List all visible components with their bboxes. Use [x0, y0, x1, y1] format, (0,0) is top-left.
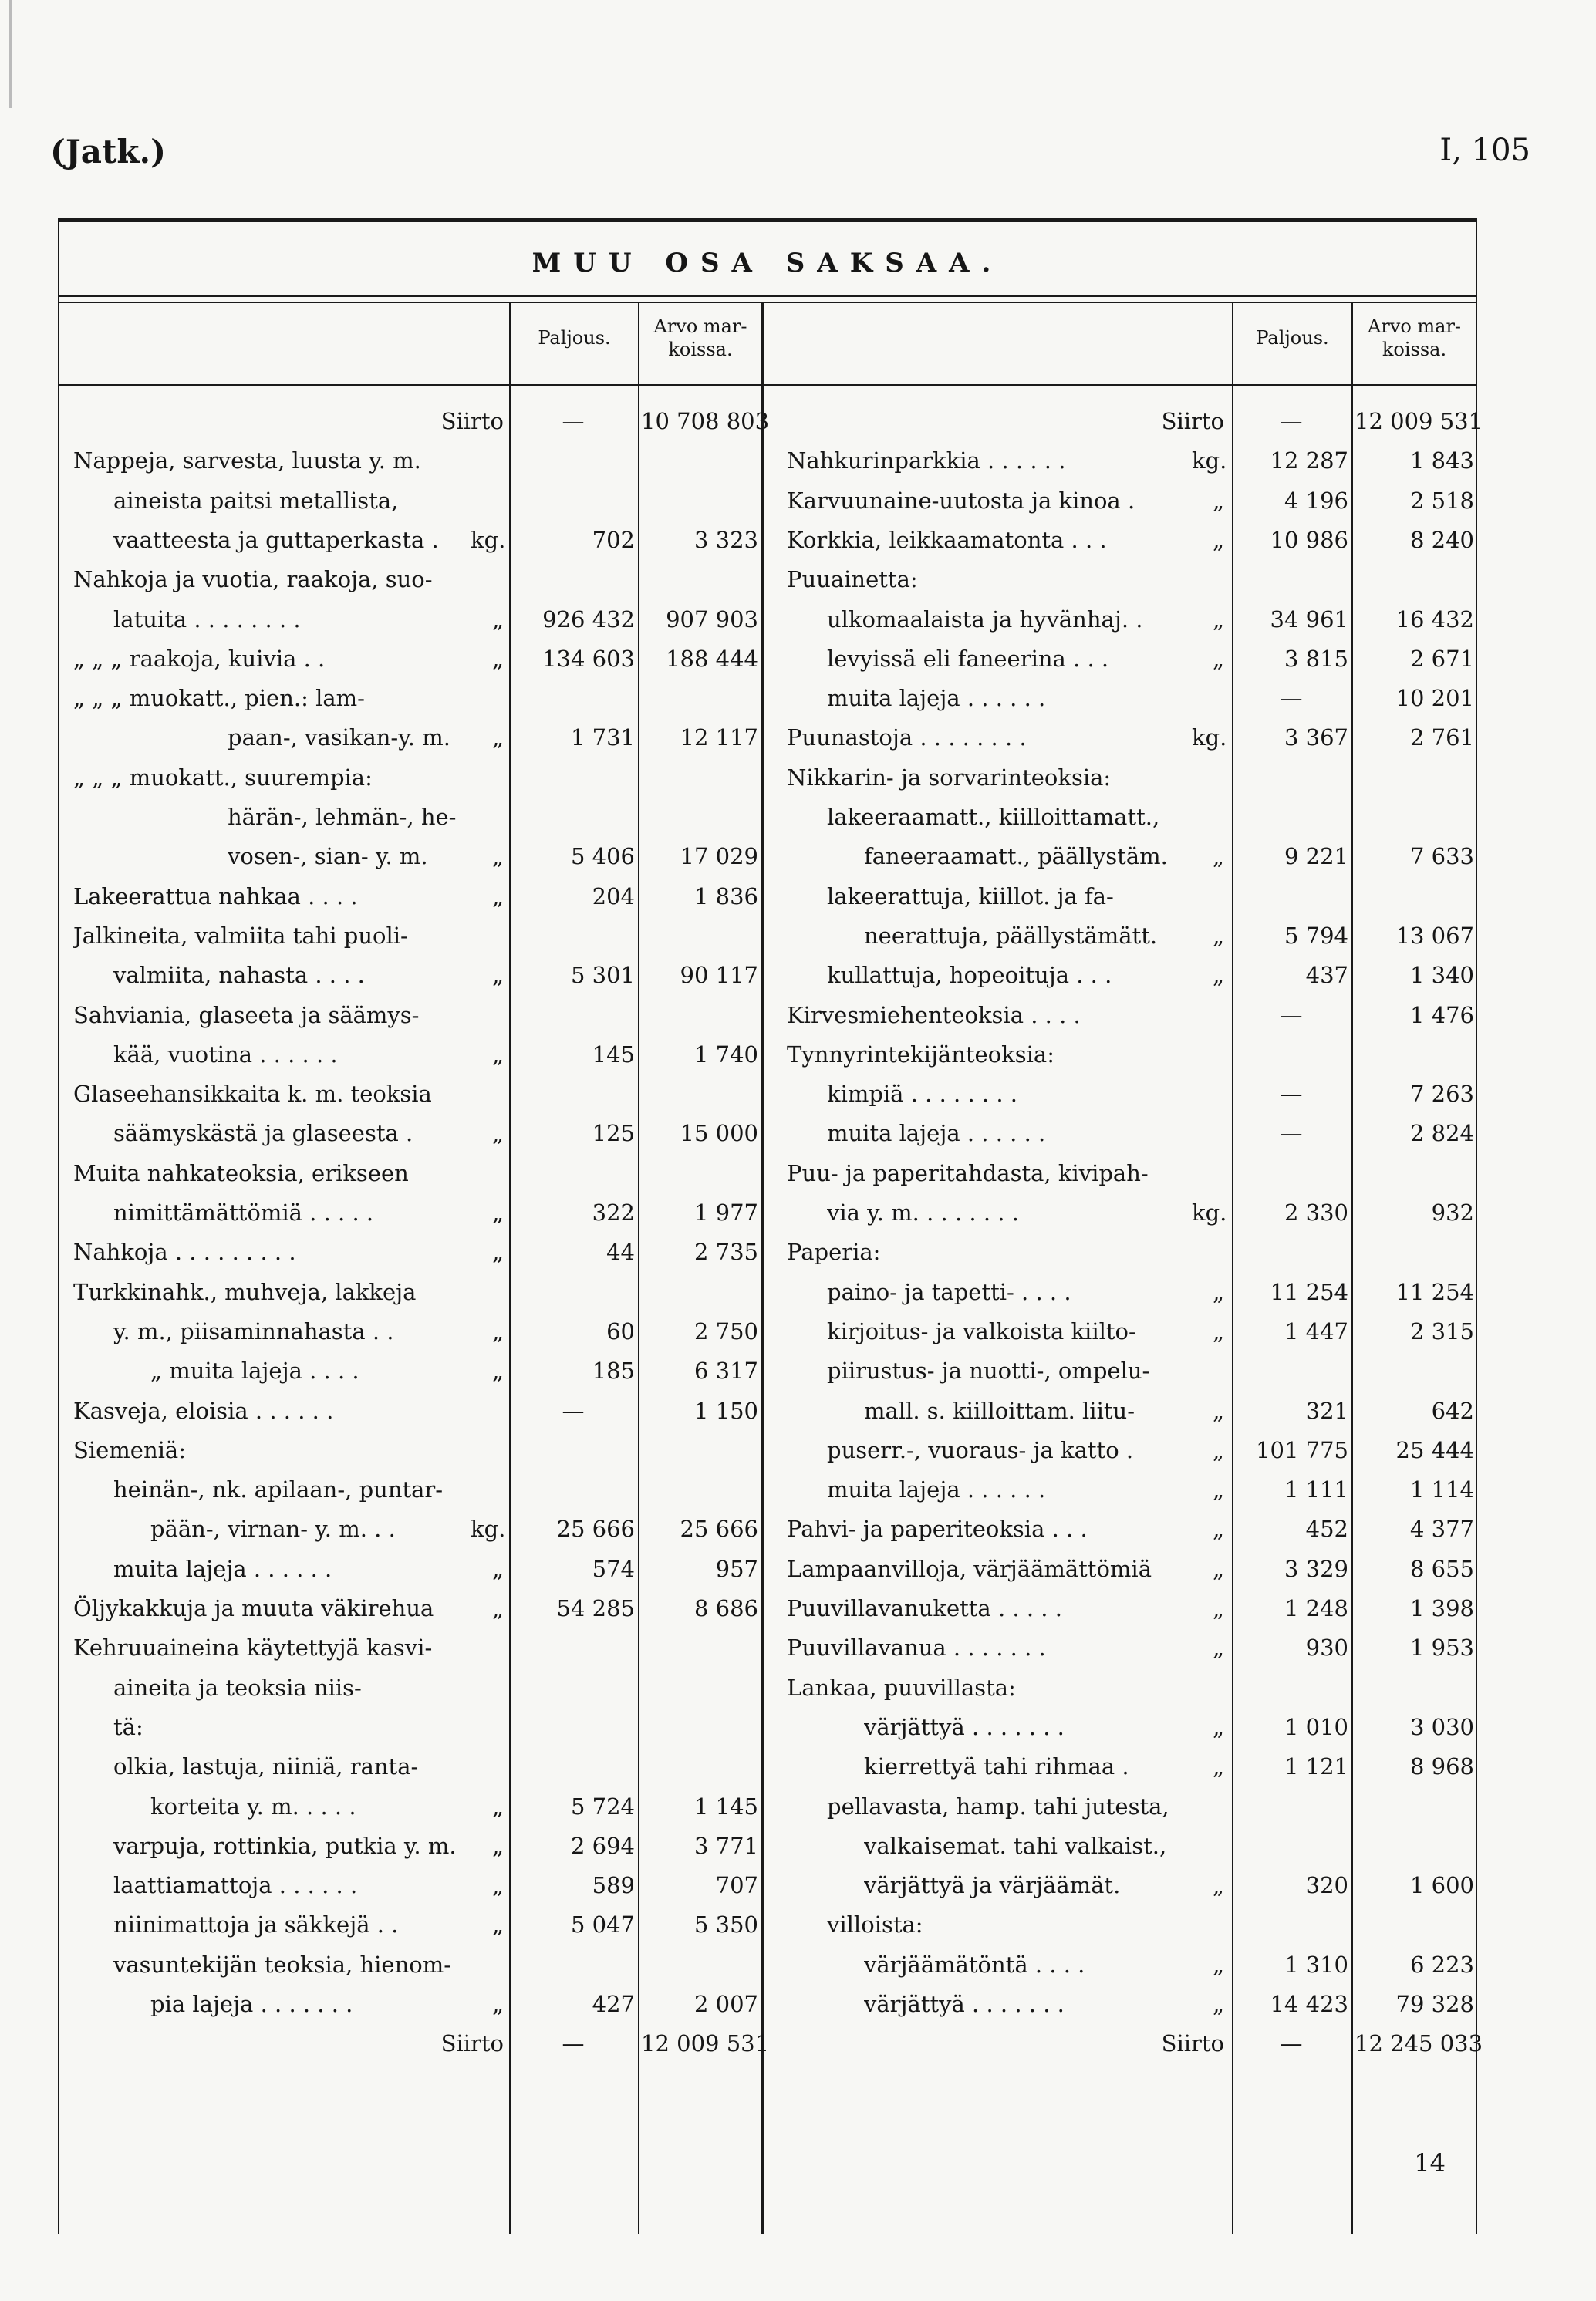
row-label: nimittämättömiä . . . . .: [113, 1199, 374, 1226]
scan-edge-mark: [9, 0, 12, 108]
row-label: latuita . . . . . . . .: [113, 606, 301, 633]
row-label: pellavasta, hamp. tahi jutesta,: [827, 1793, 1169, 1820]
arvo-cell: 7 263: [1409, 1081, 1474, 1108]
arvo-cell: 15 000: [680, 1120, 758, 1147]
row-label: ulkomaalaista ja hyvänhaj. .: [827, 606, 1143, 633]
table-row: [58, 718, 1477, 757]
row-label: lakeerattuja, kiillot. ja fa-: [827, 882, 1114, 909]
table-row: [58, 798, 1477, 836]
arvo-cell: 2 671: [1409, 645, 1474, 672]
row-label: „ muita lajeja . . . .: [150, 1358, 359, 1385]
paljous-cell: 452: [1305, 1516, 1348, 1543]
table-row: [58, 639, 1477, 678]
table-row: [58, 1193, 1477, 1232]
statistics-table: [58, 218, 1483, 2234]
row-label: värjäämätöntä . . . .: [864, 1951, 1085, 1978]
row-label: Tynnyrintekijänteoksia:: [787, 1041, 1054, 1068]
table-row: [58, 1708, 1477, 1746]
row-unit: „: [1212, 1278, 1224, 1305]
row-unit: „: [491, 724, 504, 751]
paljous-cell: 1 447: [1284, 1318, 1348, 1344]
row-unit: „: [491, 1911, 504, 1938]
row-label: Muita nahkateoksia, erikseen: [73, 1159, 409, 1186]
row-label: vaatteesta ja guttaperkasta .: [113, 526, 439, 553]
paljous-cell: 5 406: [570, 843, 635, 870]
row-label: Kehruuaineina käytettyjä kasvi-: [73, 1635, 433, 1662]
arvo-cell: 12 009 531: [1355, 408, 1483, 434]
paljous-cell: 2 330: [1284, 1199, 1348, 1226]
row-label: faneeraamatt., päällystäm.: [864, 843, 1168, 870]
row-unit: „: [1212, 962, 1224, 989]
arvo-cell: 1 114: [1409, 1476, 1474, 1503]
page-number: 14: [1414, 2148, 1446, 2178]
table-row: [58, 1747, 1477, 1786]
row-unit: „: [1212, 526, 1224, 553]
row-label: Korkkia, leikkaamatonta . . .: [787, 526, 1107, 553]
row-unit: kg.: [1192, 447, 1227, 474]
row-label: Nappeja, sarvesta, luusta y. m.: [73, 447, 421, 474]
header-page-ref: I, 105: [1439, 133, 1530, 168]
row-label: säämyskästä ja glaseesta .: [113, 1120, 413, 1147]
paljous-cell: 589: [592, 1872, 635, 1899]
row-unit: kg.: [471, 1516, 506, 1543]
arvo-cell: 13 067: [1395, 922, 1474, 949]
row-unit: „: [491, 1595, 504, 1621]
row-unit: „: [491, 1832, 504, 1859]
row-label: y. m., piisaminnahasta . .: [113, 1318, 394, 1344]
row-label: heinän-, nk. apilaan-, puntar-: [113, 1476, 444, 1503]
row-unit: „: [1212, 1991, 1224, 2017]
row-label: muita lajeja . . . . . .: [827, 1476, 1046, 1503]
table-row: [58, 1431, 1477, 1469]
paljous-cell: 5 301: [570, 962, 635, 989]
paljous-cell: 321: [1305, 1397, 1348, 1424]
row-label: kimpiä . . . . . . . .: [827, 1081, 1017, 1108]
row-label: kierrettyä tahi rihmaa .: [864, 1753, 1129, 1780]
paljous-cell: —: [562, 1397, 585, 1424]
table-row: [58, 441, 1477, 480]
arvo-cell: 1 145: [693, 1793, 758, 1820]
table-row: [58, 1075, 1477, 1113]
arvo-cell: 1 836: [693, 882, 758, 909]
row-unit: „: [491, 1239, 504, 1266]
table-row: [58, 1510, 1477, 1548]
row-label: aineista paitsi metallista,: [113, 487, 399, 514]
arvo-cell: 2 824: [1409, 1120, 1474, 1147]
row-label: levyissä eli faneerina . . .: [827, 645, 1109, 672]
table-row: [58, 1312, 1477, 1351]
row-label: tä:: [113, 1713, 143, 1740]
table-row: [58, 956, 1477, 994]
row-label: mall. s. kiilloittam. liitu-: [864, 1397, 1135, 1424]
paljous-cell: 574: [592, 1555, 635, 1582]
row-unit: „: [491, 645, 504, 672]
row-label: kullattuja, hopeoituja . . .: [827, 962, 1112, 989]
table-row: [58, 560, 1477, 599]
paljous-cell: 3 329: [1284, 1555, 1348, 1582]
row-label: värjättyä . . . . . . .: [864, 1713, 1065, 1740]
arvo-cell: 7 633: [1409, 843, 1474, 870]
table-row: [58, 1827, 1477, 1865]
row-unit: „: [491, 882, 504, 909]
table-row: [58, 1787, 1477, 1826]
paljous-cell: —: [1280, 685, 1303, 712]
row-label: korteita y. m. . . . .: [150, 1793, 356, 1820]
row-label: muita lajeja . . . . . .: [113, 1555, 332, 1582]
table-row: [58, 1470, 1477, 1509]
paljous-cell: 9 221: [1284, 843, 1348, 870]
paljous-cell: 1 121: [1284, 1753, 1348, 1780]
arvo-cell: 6 223: [1409, 1951, 1474, 1978]
paljous-cell: 60: [606, 1318, 635, 1344]
paljous-cell: —: [1280, 1120, 1303, 1147]
arvo-cell: 25 444: [1395, 1436, 1474, 1463]
arvo-cell: 25 666: [680, 1516, 758, 1543]
row-unit: „: [491, 1199, 504, 1226]
row-label: paino- ja tapetti- . . . .: [827, 1278, 1071, 1305]
row-label: olkia, lastuja, niiniä, ranta-: [113, 1753, 419, 1780]
row-label: värjättyä . . . . . . .: [864, 1991, 1065, 2017]
row-label: „ „ „ muokatt., suurempia:: [73, 764, 373, 791]
paljous-cell: —: [562, 408, 585, 434]
row-label: niinimattoja ja säkkejä . .: [113, 1911, 399, 1938]
paljous-cell: 5 724: [570, 1793, 635, 1820]
arvo-cell: 1 740: [693, 1041, 758, 1068]
row-label: aineita ja teoksia niis-: [113, 1674, 362, 1701]
row-unit: „: [1212, 487, 1224, 514]
arvo-cell: 4 377: [1409, 1516, 1474, 1543]
table-row: [58, 1035, 1477, 1074]
left-paljous-header: Paljous.: [538, 327, 611, 349]
row-label: Karvuunaine-uutosta ja kinoa .: [787, 487, 1135, 514]
row-label: Nahkurinparkkia . . . . . .: [787, 447, 1066, 474]
row-label: muita lajeja . . . . . .: [827, 685, 1046, 712]
arvo-cell: 10 201: [1395, 685, 1474, 712]
row-unit: „: [491, 1318, 504, 1344]
arvo-cell: 16 432: [1395, 606, 1474, 633]
arvo-cell: 2 007: [693, 1991, 758, 2017]
table-row: [58, 916, 1477, 955]
row-label: „ „ „ raakoja, kuivia . .: [73, 645, 326, 672]
paljous-cell: 320: [1305, 1872, 1348, 1899]
left-arvo-header: Arvo mar- koissa.: [653, 315, 747, 360]
row-label: Lankaa, puuvillasta:: [787, 1674, 1016, 1701]
row-label: Siirto: [440, 2030, 504, 2057]
row-unit: „: [1212, 1397, 1224, 1424]
header-continuation: (Jatk.): [50, 133, 166, 170]
row-label: vosen-, sian- y. m.: [228, 843, 428, 870]
paljous-cell: 322: [592, 1199, 635, 1226]
arvo-cell: 17 029: [680, 843, 758, 870]
arvo-cell: 188 444: [666, 645, 758, 672]
paljous-cell: 427: [592, 1991, 635, 2017]
table-row: [58, 2024, 1483, 2063]
table-row: [58, 837, 1477, 876]
paljous-cell: 134 603: [542, 645, 635, 672]
arvo-cell: 1 953: [1409, 1635, 1474, 1662]
row-label: Lampaanvilloja, värjäämättömiä: [787, 1555, 1152, 1582]
row-label: Sahviania, glaseeta ja säämys-: [73, 1001, 420, 1028]
row-unit: „: [491, 1358, 504, 1385]
table-row: [58, 481, 1477, 520]
row-label: puserr.-, vuoraus- ja katto .: [827, 1436, 1134, 1463]
arvo-cell: 932: [1431, 1199, 1474, 1226]
paljous-cell: 1 731: [570, 724, 635, 751]
paljous-cell: 1 310: [1284, 1951, 1348, 1978]
table-row: [58, 1351, 1477, 1390]
paljous-cell: 54 285: [556, 1595, 635, 1621]
row-unit: kg.: [1192, 1199, 1227, 1226]
table-row: [58, 1273, 1477, 1311]
paljous-cell: —: [1280, 1081, 1303, 1108]
row-label: Siirto: [1161, 408, 1224, 434]
table-row: [58, 600, 1477, 639]
arvo-cell: 11 254: [1395, 1278, 1474, 1305]
row-label: Jalkineita, valmiita tahi puoli-: [73, 922, 408, 949]
row-unit: „: [1212, 1476, 1224, 1503]
table-row: [58, 1114, 1477, 1152]
row-label: pia lajeja . . . . . . .: [150, 1991, 353, 2017]
arvo-cell: 1 150: [693, 1397, 758, 1424]
row-unit: „: [1212, 1951, 1224, 1978]
paljous-cell: —: [1280, 408, 1303, 434]
paljous-cell: 1 111: [1284, 1476, 1348, 1503]
header-bottom-rule: [58, 384, 1477, 386]
arvo-cell: 2 750: [693, 1318, 758, 1344]
row-unit: „: [1212, 1635, 1224, 1662]
paljous-cell: 2 694: [570, 1832, 635, 1859]
arvo-cell: 1 843: [1409, 447, 1474, 474]
title-rule-2: [58, 302, 1477, 303]
row-unit: „: [1212, 1872, 1224, 1899]
paljous-cell: 185: [592, 1358, 635, 1385]
arvo-cell: 8 968: [1409, 1753, 1474, 1780]
table-row: [58, 1945, 1477, 1984]
row-unit: „: [491, 1991, 504, 2017]
row-unit: „: [1212, 1436, 1224, 1463]
paljous-cell: 5 794: [1284, 922, 1348, 949]
paljous-cell: 1 248: [1284, 1595, 1348, 1621]
row-unit: „: [491, 1872, 504, 1899]
row-unit: „: [491, 1120, 504, 1147]
table-row: [58, 1550, 1477, 1588]
paljous-cell: 204: [592, 882, 635, 909]
paljous-cell: 101 775: [1256, 1436, 1348, 1463]
row-unit: „: [491, 843, 504, 870]
row-label: valkaisemat. tahi valkaist.,: [864, 1832, 1167, 1859]
row-label: vasuntekijän teoksia, hienom-: [113, 1951, 452, 1978]
row-label: Puuainetta:: [787, 566, 918, 593]
arvo-cell: 1 340: [1409, 962, 1474, 989]
row-unit: „: [1212, 1555, 1224, 1582]
table-row: [58, 1668, 1477, 1707]
arvo-cell: 12 245 033: [1355, 2030, 1483, 2057]
arvo-cell: 6 317: [693, 1358, 758, 1385]
row-label: Öljykakkuja ja muuta väkirehua: [73, 1595, 434, 1621]
top-thick-rule: [58, 218, 1477, 222]
row-label: Glaseehansikkaita k. m. teoksia: [73, 1081, 432, 1108]
row-label: neerattuja, päällystämätt.: [864, 922, 1158, 949]
arvo-cell: 12 009 531: [641, 2030, 770, 2057]
row-label: Nahkoja ja vuotia, raakoja, suo-: [73, 566, 433, 593]
paljous-cell: 926 432: [542, 606, 635, 633]
row-label: muita lajeja . . . . . .: [827, 1120, 1046, 1147]
table-row: [58, 1233, 1477, 1271]
row-unit: „: [1212, 1753, 1224, 1780]
row-label: villoista:: [827, 1911, 923, 1938]
table-row: [58, 1154, 1477, 1193]
row-label: lakeeraamatt., kiilloittamatt.,: [827, 804, 1160, 830]
row-unit: „: [1212, 1516, 1224, 1543]
row-label: paan-, vasikan-y. m.: [228, 724, 450, 751]
row-label: värjättyä ja värjäämät.: [864, 1872, 1121, 1899]
arvo-cell: 1 398: [1409, 1595, 1474, 1621]
arvo-cell: 2 761: [1409, 724, 1474, 751]
row-unit: kg.: [1192, 724, 1227, 751]
row-label: härän-, lehmän-, he-: [228, 804, 457, 830]
paljous-cell: 125: [592, 1120, 635, 1147]
right-arvo-header: Arvo mar- koissa.: [1367, 315, 1462, 360]
row-label: Puu- ja paperitahdasta, kivipah-: [787, 1159, 1149, 1186]
row-unit: „: [491, 962, 504, 989]
table-row: [58, 758, 1477, 797]
paljous-cell: 11 254: [1270, 1278, 1348, 1305]
row-unit: „: [491, 606, 504, 633]
paljous-cell: 702: [592, 526, 635, 553]
row-unit: „: [1212, 1713, 1224, 1740]
arvo-cell: 8 686: [693, 1595, 758, 1621]
paljous-cell: 145: [592, 1041, 635, 1068]
row-label: Puuvillavanuketta . . . . .: [787, 1595, 1062, 1621]
paljous-cell: 25 666: [556, 1516, 635, 1543]
row-unit: „: [1212, 1318, 1224, 1344]
arvo-cell: 3 771: [693, 1832, 758, 1859]
arvo-cell: 2 518: [1409, 487, 1474, 514]
row-unit: „: [491, 1041, 504, 1068]
arvo-cell: 79 328: [1395, 1991, 1474, 2017]
table-row: [58, 1985, 1477, 2023]
row-label: kirjoitus- ja valkoista kiilto-: [827, 1318, 1136, 1344]
paljous-cell: 12 287: [1270, 447, 1348, 474]
paljous-cell: —: [562, 2030, 585, 2057]
right-paljous-header: Paljous.: [1256, 327, 1329, 349]
paljous-cell: 4 196: [1284, 487, 1348, 514]
row-label: Paperia:: [787, 1239, 881, 1266]
arvo-cell: 12 117: [680, 724, 758, 751]
arvo-cell: 3 323: [693, 526, 758, 553]
paljous-cell: 34 961: [1270, 606, 1348, 633]
arvo-cell: 2 315: [1409, 1318, 1474, 1344]
paljous-cell: —: [1280, 1001, 1303, 1028]
arvo-cell: 5 350: [693, 1911, 758, 1938]
row-label: Nikkarin- ja sorvarinteoksia:: [787, 764, 1112, 791]
paljous-cell: 10 986: [1270, 526, 1348, 553]
row-label: Siirto: [1161, 2030, 1224, 2057]
row-label: Kirvesmiehenteoksia . . . .: [787, 1001, 1081, 1028]
table-title: MUU OSA SAKSAA.: [531, 248, 1004, 278]
table-row: [58, 402, 1483, 440]
row-label: Pahvi- ja paperiteoksia . . .: [787, 1516, 1088, 1543]
row-label: „ „ „ muokatt., pien.: lam-: [73, 685, 365, 712]
row-label: Siirto: [440, 408, 504, 434]
row-label: piirustus- ja nuotti-, ompelu-: [827, 1358, 1150, 1385]
arvo-cell: 642: [1431, 1397, 1474, 1424]
row-label: Kasveja, eloisia . . . . . .: [73, 1397, 334, 1424]
table-row: [58, 1392, 1477, 1430]
row-unit: „: [1212, 843, 1224, 870]
row-label: Puuvillavanua . . . . . . .: [787, 1635, 1046, 1662]
row-label: via y. m. . . . . . . .: [827, 1199, 1019, 1226]
arvo-cell: 707: [715, 1872, 758, 1899]
arvo-cell: 907 903: [666, 606, 758, 633]
row-label: kää, vuotina . . . . . .: [113, 1041, 338, 1068]
arvo-cell: 1 977: [693, 1199, 758, 1226]
arvo-cell: 10 708 803: [641, 408, 770, 434]
row-label: Puunastoja . . . . . . . .: [787, 724, 1027, 751]
row-unit: kg.: [471, 526, 506, 553]
table-row: [58, 877, 1477, 916]
row-unit: „: [1212, 606, 1224, 633]
paljous-cell: 5 047: [570, 1911, 635, 1938]
row-label: Nahkoja . . . . . . . . .: [73, 1239, 296, 1266]
table-row: [58, 1589, 1477, 1628]
row-label: Siemeniä:: [73, 1436, 186, 1463]
arvo-cell: 1 476: [1409, 1001, 1474, 1028]
arvo-cell: 2 735: [693, 1239, 758, 1266]
arvo-cell: 957: [715, 1555, 758, 1582]
arvo-cell: 8 655: [1409, 1555, 1474, 1582]
row-unit: „: [1212, 1595, 1224, 1621]
row-label: Turkkinahk., muhveja, lakkeja: [73, 1278, 417, 1305]
row-unit: „: [1212, 645, 1224, 672]
paljous-cell: 1 010: [1284, 1713, 1348, 1740]
table-row: [58, 1866, 1477, 1905]
arvo-cell: 3 030: [1409, 1713, 1474, 1740]
paljous-cell: 437: [1305, 962, 1348, 989]
paljous-cell: 3 815: [1284, 645, 1348, 672]
row-unit: „: [1212, 922, 1224, 949]
table-row: [58, 521, 1477, 559]
paljous-cell: 44: [606, 1239, 635, 1266]
row-label: pään-, virnan- y. m. . .: [150, 1516, 396, 1543]
paljous-cell: 14 423: [1270, 1991, 1348, 2017]
paljous-cell: 3 367: [1284, 724, 1348, 751]
row-unit: „: [491, 1793, 504, 1820]
table-row: [58, 996, 1477, 1034]
row-label: valmiita, nahasta . . . .: [113, 962, 365, 989]
arvo-cell: 90 117: [680, 962, 758, 989]
table-row: [58, 1905, 1477, 1944]
arvo-cell: 8 240: [1409, 526, 1474, 553]
row-label: varpuja, rottinkia, putkia y. m.: [113, 1832, 457, 1859]
table-row: [58, 1628, 1477, 1667]
row-label: Lakeerattua nahkaa . . . .: [73, 882, 358, 909]
row-label: laattiamattoja . . . . . .: [113, 1872, 358, 1899]
table-row: [58, 679, 1477, 717]
paljous-cell: —: [1280, 2030, 1303, 2057]
title-rule-1: [58, 295, 1477, 297]
paljous-cell: 930: [1305, 1635, 1348, 1662]
row-unit: „: [491, 1555, 504, 1582]
arvo-cell: 1 600: [1409, 1872, 1474, 1899]
